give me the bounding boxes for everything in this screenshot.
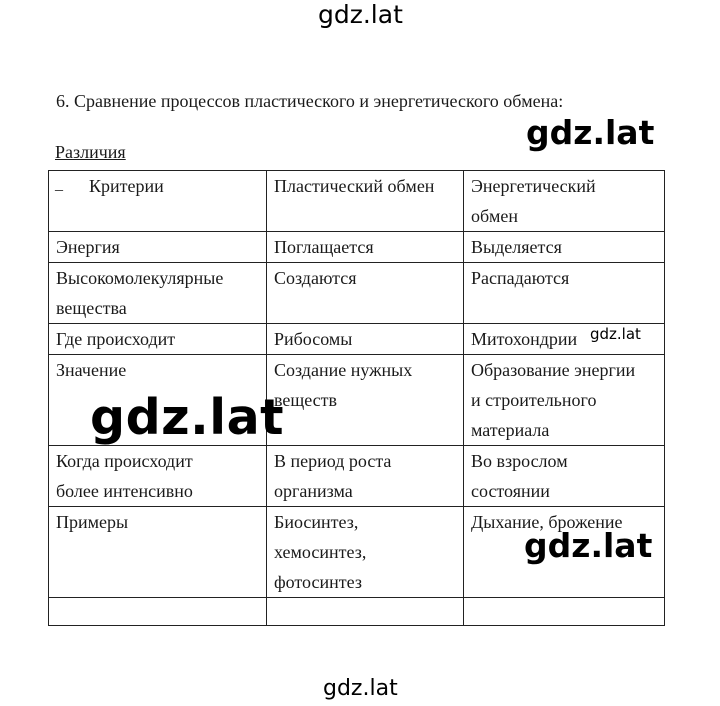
table-row (49, 263, 665, 324)
cell-plastic (267, 355, 464, 446)
cell-line: состоянии (471, 481, 550, 501)
watermark-right-upper: gdz.lat (526, 113, 655, 152)
cell-line: Во взрослом (471, 451, 568, 471)
cell-energetic: Митохондрии (464, 324, 665, 355)
cell-empty (267, 598, 464, 626)
cell-line: хемосинтез, (274, 542, 367, 562)
table-header-row (49, 171, 665, 232)
watermark-middle: gdz.lat (90, 389, 285, 446)
watermark-bottom: gdz.lat (323, 676, 398, 701)
cell-energetic (464, 355, 665, 446)
cell-line: Когда происходит (56, 451, 193, 471)
header-energy (464, 171, 665, 232)
cell-energetic: Выделяется (464, 232, 665, 263)
table-row (49, 446, 665, 507)
cell-line: Образование энергии (471, 360, 636, 380)
cell-line: фотосинтез (274, 572, 362, 592)
cell-plastic (267, 446, 464, 507)
table-row (49, 324, 665, 355)
cell-criterion: Примеры (49, 507, 267, 598)
cell-line: В период роста (274, 451, 392, 471)
cell-criterion: Где происходит (49, 324, 267, 355)
header-plastic: Пластический обмен (267, 171, 464, 232)
header-criteria: Критерии (49, 171, 267, 232)
header-energy-line2: обмен (471, 206, 518, 226)
cell-line: более интенсивно (56, 481, 193, 501)
cell-plastic: Создаются (267, 263, 464, 324)
cell-empty (464, 598, 665, 626)
cell-line: Создание нужных (274, 360, 413, 380)
table-row-empty (49, 598, 665, 626)
table-row (49, 232, 665, 263)
watermark-small: gdz.lat (590, 325, 641, 343)
watermark-top: gdz.lat (318, 0, 403, 29)
stray-mark: _ (55, 176, 63, 193)
cell-line: вещества (56, 298, 127, 318)
cell-plastic: Рибосомы (267, 324, 464, 355)
cell-line: и строительного (471, 390, 597, 410)
cell-energetic: Распадаются (464, 263, 665, 324)
cell-line: материала (471, 420, 550, 440)
cell-criterion (49, 446, 267, 507)
cell-plastic (267, 507, 464, 598)
cell-empty (49, 598, 267, 626)
cell-criterion (49, 263, 267, 324)
cell-criterion: Энергия (49, 232, 267, 263)
cell-line: Высокомолекулярные (56, 268, 224, 288)
cell-line: веществ (274, 390, 338, 410)
cell-plastic: Поглащается (267, 232, 464, 263)
header-energy-line1: Энергетический (471, 176, 596, 196)
cell-energetic: Дыхание, брожение (464, 507, 665, 598)
cell-line: Биосинтез, (274, 512, 359, 532)
cell-criterion: Значение (49, 355, 267, 446)
cell-energetic (464, 446, 665, 507)
watermark-right-lower: gdz.lat (524, 526, 653, 565)
task-heading: 6. Сравнение процессов пластического и энергетического обмена: (56, 91, 564, 111)
section-title-differences: Различия (55, 142, 126, 162)
cell-line: организма (274, 481, 353, 501)
